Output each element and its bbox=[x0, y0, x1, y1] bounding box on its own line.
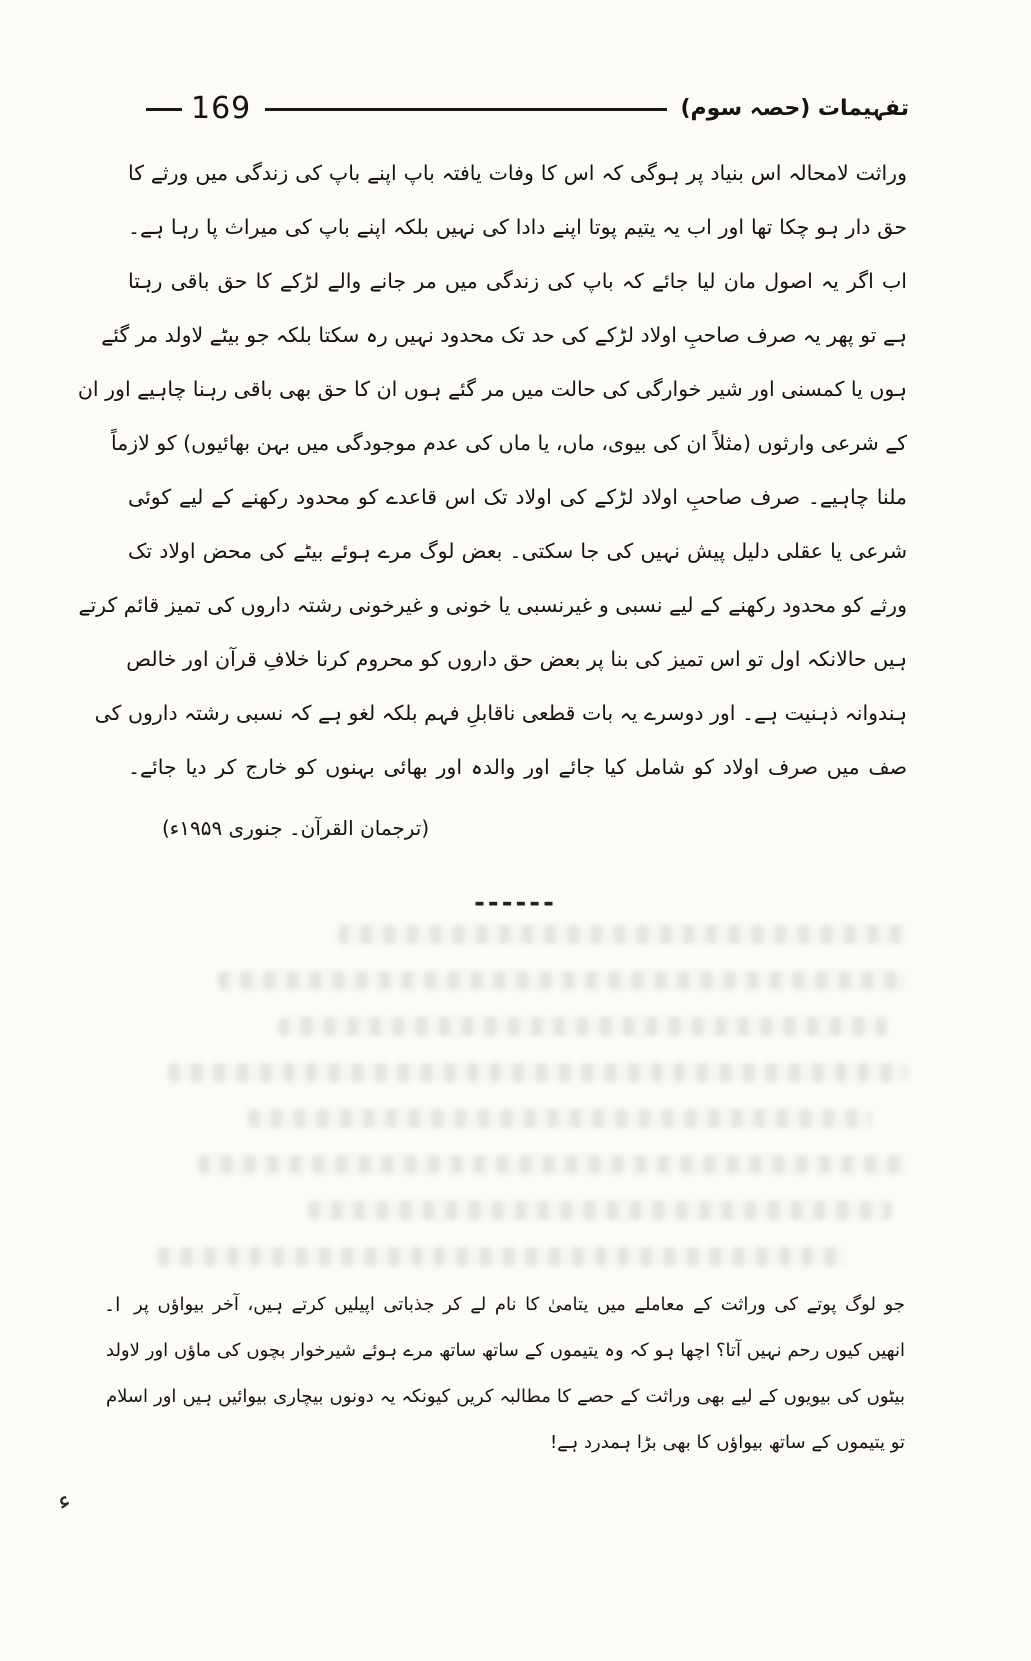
body-text bbox=[77, 146, 907, 840]
bleed-through-line bbox=[198, 1155, 907, 1174]
footnote-line: انھیں کیوں رحم نہیں آتا؟ اچھا ہو کہ وہ یتیموں کے ساتھ ساتھ مرے ہوئے شیرخوار بچوں کی ماؤں اور لاولد bbox=[106, 1340, 905, 1361]
section-separator: ------ bbox=[474, 888, 557, 918]
book-title: تفہیمات (حصہ سوم) bbox=[680, 96, 909, 121]
bleed-through-line bbox=[158, 1247, 847, 1266]
footnote-line: تو یتیموں کے ساتھ بیواؤں کا بھی بڑا ہمدرد ہے! bbox=[549, 1432, 905, 1453]
body-line: ہیں حالانکہ اول تو اس تمیز کی بنا پر بعض حق داروں کو محروم کرنا خلافِ قرآن اور خالص bbox=[126, 647, 907, 671]
body-line: ورثے کو محدود رکھنے کے لیے نسبی و غیرنسبی یا خونی و غیرخونی رشتہ داروں کی تمیز قائم کرتے bbox=[78, 593, 907, 617]
page-number: 169 bbox=[191, 91, 252, 126]
body-line: ہے تو پھر یہ صرف صاحبِ اولاد لڑکے کی حد تک محدود نہیں رہ سکتا بلکہ جو بیٹے لاولد مر گئے bbox=[101, 323, 907, 347]
page-header bbox=[146, 91, 909, 126]
header-dash bbox=[146, 108, 182, 111]
bleed-through-line bbox=[278, 1017, 887, 1036]
body-line: حق دار ہو چکا تھا اور اب یہ یتیم پوتا اپنے دادا کی نہیں بلکہ اپنے باپ کی میراث پا رہا ہے۔ bbox=[128, 215, 907, 239]
body-line: ملنا چاہیے۔ صرف صاحبِ اولاد لڑکے کی اولاد تک اس قاعدے کو محدود رکھنے کے لیے کوئی bbox=[128, 485, 907, 509]
citation: (ترجمان القرآن۔ جنوری ۱۹۵۹ء) bbox=[162, 816, 430, 840]
footnote-line: بیٹوں کی بیویوں کے لیے بھی وراثت کے حصے کا مطالبہ کریں کیونکہ یہ دونوں بیچاری بیوائیں ہیں اور اسلام bbox=[106, 1386, 905, 1407]
bleed-through-line bbox=[168, 1063, 907, 1082]
body-line: وراثت لامحالہ اس بنیاد پر ہوگی کہ اس کا وفات یافتہ باپ اپنے باپ کی زندگی میں ورثے کا bbox=[128, 161, 907, 185]
footnote bbox=[106, 1282, 905, 1466]
bleed-through-line bbox=[218, 971, 907, 990]
body-line: ہندوانہ ذہنیت ہے۔ اور دوسرے یہ بات قطعی ناقابلِ فہم بلکہ لغو ہے کہ نسبی رشتہ داروں کی bbox=[94, 701, 907, 725]
body-line: شرعی یا عقلی دلیل پیش نہیں کی جا سکتی۔ بعض لوگ مرے ہوئے بیٹے کی محض اولاد تک bbox=[128, 539, 907, 563]
bleed-through-line bbox=[308, 1201, 892, 1220]
body-line: ہوں یا کمسنی اور شیر خوارگی کی حالت میں مر گئے ہوں ان کا حق بھی باقی رہنا چاہیے اور ان bbox=[77, 377, 907, 401]
footnote-line: جو لوگ پوتے کی وراثت کے معاملے میں یتامیٰ کا نام لے کر جذباتی اپیلیں کرتے ہیں، آخر بیواؤں پر bbox=[134, 1294, 905, 1315]
bleed-through-line bbox=[248, 1109, 872, 1128]
bleed-through-line bbox=[338, 925, 907, 944]
footnote-marker: ا۔ bbox=[104, 1294, 121, 1316]
corner-mark: ء bbox=[54, 1484, 74, 1518]
body-line: اب اگر یہ اصول مان لیا جائے کہ باپ کی زندگی میں مر جانے والے لڑکے کا حق باقی رہتا bbox=[128, 269, 907, 293]
body-line: صف میں صرف اولاد کو شامل کیا جائے اور والدہ اور بھائی بہنوں کو خارج کر دیا جائے۔ bbox=[128, 755, 907, 779]
header-rule bbox=[265, 108, 666, 111]
bleed-through-text bbox=[128, 925, 907, 1293]
body-line: کے شرعی وارثوں (مثلاً ان کی بیوی، ماں، یا ماں کی عدم موجودگی میں بہن بھائیوں) کو لازماً bbox=[110, 431, 907, 455]
